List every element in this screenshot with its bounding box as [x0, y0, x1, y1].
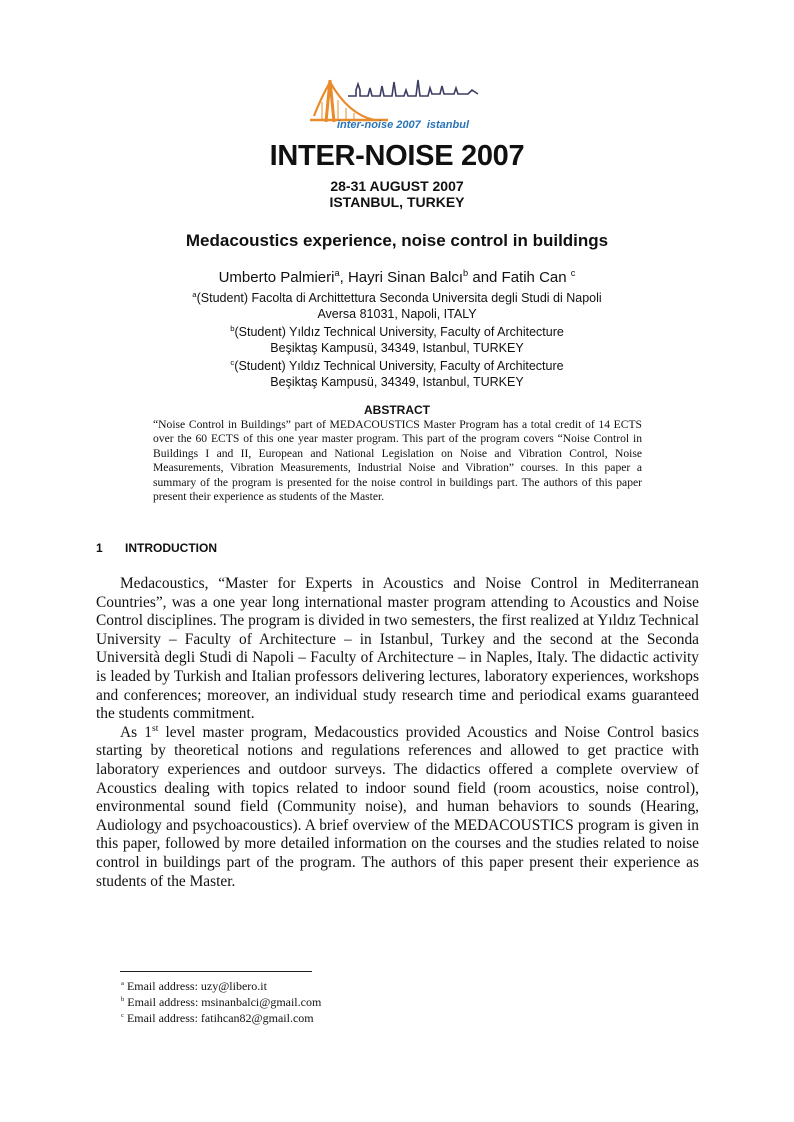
ordinal-suffix: st: [151, 722, 159, 734]
author-mark: c: [570, 268, 576, 278]
abstract-text: [153, 418, 642, 504]
author-name: and Fatih Can: [468, 269, 571, 286]
footnote-divider: [120, 971, 312, 972]
footnote-c: [121, 1011, 314, 1026]
affiliation-a: [0, 290, 794, 322]
footnote-mark: c: [121, 1012, 124, 1019]
author-name: , Hayri Sinan Balcı: [339, 269, 464, 286]
body-paragraph: Medacoustics, “Master for Experts in Acoustics and Noise Control in Mediterranean Countries”, was a one year long international master program attending to Acoustics and Noise Control disciplines. The program is divided in two semesters, the first realized at Yıldız Technical University – Faculty of Architecture – in Istanbul, Turkey and the second at the Seconda Università degli Studi di Napoli – Faculty of Architecture – in Naples, Italy. The didactic activity is leaded by Turkish and Italian professors delivering lectures, laboratory experiences, workshops and conferences; moreover, an individual study research time and periodical exams guaranteed the students commitment.: [96, 575, 699, 723]
conference-logo: [308, 70, 488, 132]
affiliation-mark: c: [230, 357, 235, 367]
affiliation-mark: a: [192, 289, 197, 299]
footnote-text: Email address: fatihcan82@gmail.com: [123, 1011, 314, 1025]
abstract-heading: ABSTRACT: [364, 403, 430, 417]
footnote-b: [121, 995, 321, 1010]
body-paragraph: [96, 724, 699, 891]
body-text-run: level master program, Medacoustics provided Acoustics and Noise Control basics starting by theoretical notions and regulations references and allowed to get practice with laboratory experiences and outdoor surveys. The didactics offered a complete overview of Acoustics dealing with topics related to indoor sound field (room acoustics, noise control), environmental sound field (Community noise), and human behaviors to sounds (Hearing, Audiology and psychoacoustics). A brief overview of the MEDACOUSTICS program is given in this paper, followed by more detailed information on the courses and the studies related to noise control in buildings part of the program. The authors of this paper present their experience as students of the Master.: [96, 723, 699, 890]
abstract-paragraph: “Noise Control in Buildings” part of MEDACOUSTICS Master Program has a total credit of 14 ECTS over the 60 ECTS of this one year master program. This part of the program covers “Noise Control in Buildings I and II, European and National Legislation on Noise and Vibration Control, Noise Measurements, Vibration Measurements, Industrial Noise and Vibration” courses. In this paper a summary of the program is presented for the noise control in buildings part. The authors of this paper present their experience as students of the Master.: [153, 418, 642, 504]
affiliation-line: (Student) Facolta di Archittettura Seconda Universita degli Studi di Napoli: [196, 291, 602, 305]
paper-title: Medacoustics experience, noise control in buildings: [185, 231, 609, 250]
skyline-icon: [348, 80, 478, 96]
body-text: [96, 575, 699, 891]
affiliation-line: (Student) Yıldız Technical University, Faculty of Architecture: [234, 325, 564, 339]
author-mark: a: [334, 268, 340, 278]
section-number: 1: [96, 541, 103, 555]
footnote-text: Email address: msinanbalci@gmail.com: [124, 995, 322, 1009]
conference-location: ISTANBUL, TURKEY: [329, 194, 465, 210]
affiliation-b: [0, 324, 794, 356]
affiliation-line: Aversa 81031, Napoli, ITALY: [317, 307, 477, 321]
affiliation-c: [0, 358, 794, 390]
footnote-mark: a: [121, 980, 124, 987]
section-heading: [96, 541, 217, 555]
section-title: INTRODUCTION: [125, 541, 217, 555]
author-name: Umberto Palmieri: [218, 269, 335, 286]
conference-dates: 28-31 AUGUST 2007: [330, 178, 464, 194]
conference-title: INTER-NOISE 2007: [269, 140, 525, 172]
affiliation-line: Beşiktaş Kampusü, 34349, Istanbul, TURKEY: [270, 375, 524, 389]
bridge-icon: [310, 80, 388, 122]
footnote-text: Email address: uzy@libero.it: [123, 979, 267, 993]
logo-caption: inter-noise 2007 istanbul: [336, 119, 470, 131]
body-text-run: As 1: [120, 723, 152, 741]
affiliation-mark: b: [230, 323, 235, 333]
author-mark: b: [463, 268, 469, 278]
affiliation-line: (Student) Yıldız Technical University, Faculty of Architecture: [234, 359, 564, 373]
footnote-a: [121, 979, 267, 994]
footnote-mark: b: [121, 996, 125, 1003]
affiliation-line: Beşiktaş Kampusü, 34349, Istanbul, TURKEY: [270, 341, 524, 355]
author-list: [0, 269, 794, 287]
